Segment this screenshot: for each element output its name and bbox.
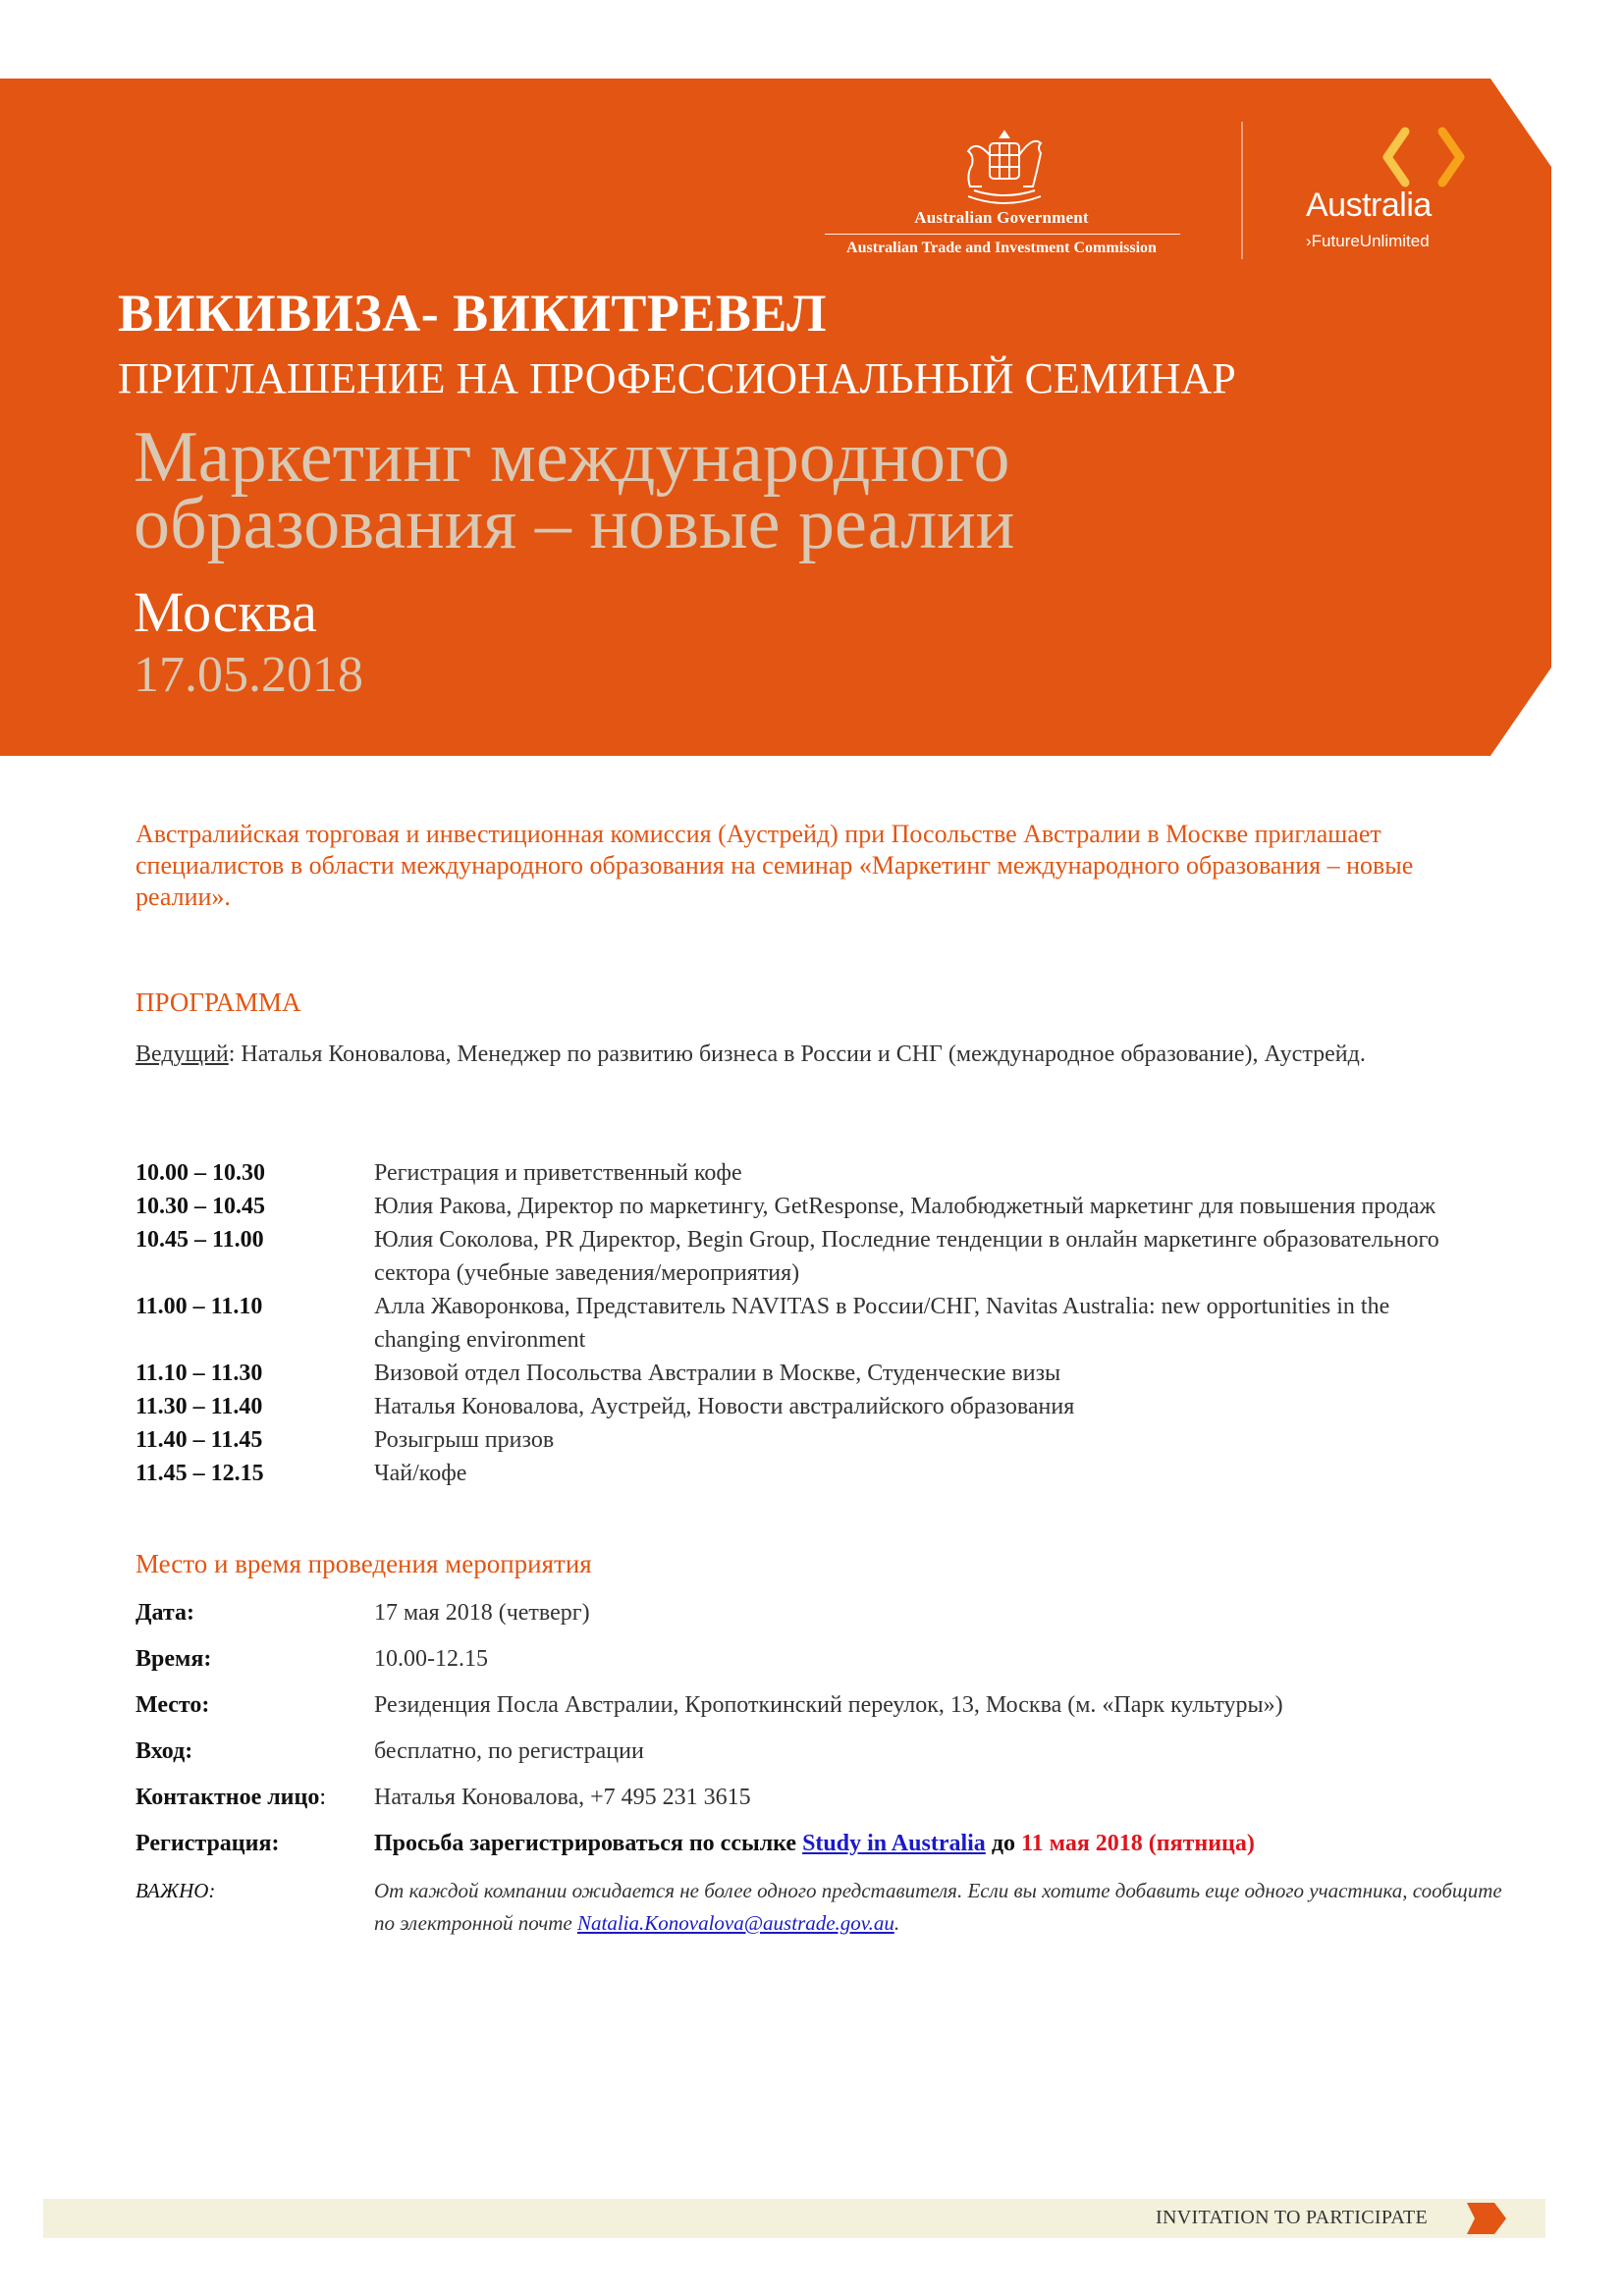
schedule-desc: Юлия Соколова, PR Директор, Begin Group, Последние тенденции в онлайн маркетинге образовательного сектора (учебные заведения/мероприятия)	[374, 1227, 1439, 1286]
brand-tagline	[1306, 232, 1430, 251]
gov-divider	[825, 234, 1180, 235]
contact-email-link[interactable]: Natalia.Konovalova@austrade.gov.au	[577, 1911, 894, 1935]
important-note	[374, 1875, 1510, 1940]
schedule-row	[135, 1457, 1471, 1490]
contact-label	[135, 1783, 374, 1829]
footer-label: INVITATION TO PARTICIPATE	[1156, 2207, 1428, 2228]
seminar-date: 17.05.2018	[134, 647, 363, 703]
page-subtitle: ПРИГЛАШЕНИЕ НА ПРОФЕССИОНАЛЬНЫЙ СЕМИНАР	[118, 354, 1236, 402]
important-label: ВАЖНО:	[135, 1879, 216, 1902]
study-in-australia-link[interactable]: Study in Australia	[802, 1831, 986, 1856]
registration-deadline: 11 мая 2018 (пятница)	[1020, 1831, 1255, 1856]
host-text: : Наталья Коновалова, Менеджер по развитию бизнеса в России и СНГ (международное образование), Аустрейд.	[228, 1041, 1366, 1067]
time-label: Время:	[135, 1646, 212, 1672]
schedule-desc: Алла Жаворонкова, Представитель NAVITAS в России/СНГ, Navitas Australia: new opportunities in the changing environment	[374, 1294, 1390, 1353]
registration-label: Регистрация:	[135, 1831, 280, 1856]
australia-brand-icon	[1370, 124, 1478, 192]
schedule-time: 11.00 – 11.10	[135, 1294, 263, 1319]
venue-row-date	[135, 1598, 1510, 1644]
brand-word: Australia	[1306, 187, 1432, 224]
brand-tag-text: FutureUnlimited	[1311, 232, 1430, 250]
logo-block	[815, 122, 1561, 264]
schedule-row	[135, 1190, 1471, 1223]
schedule-desc: Регистрация и приветственный кофе	[374, 1160, 742, 1186]
contact-colon: :	[319, 1785, 327, 1810]
registration-until: до	[985, 1831, 1021, 1856]
registration-value	[374, 1829, 1510, 1875]
footer-bar	[43, 2199, 1545, 2238]
venue-heading: Место и время проведения мероприятия	[135, 1549, 592, 1578]
schedule-time: 11.45 – 12.15	[135, 1461, 264, 1486]
program-heading: ПРОГРАММА	[135, 988, 301, 1017]
venue-row-important	[135, 1875, 1510, 1940]
entry-value: бесплатно, по регистрации	[374, 1738, 644, 1764]
time-value: 10.00-12.15	[374, 1646, 488, 1672]
important-text: От каждой компании ожидается не более одного представителя. Если вы хотите добавить еще одного участника, сообщите по электронной почте	[374, 1879, 1502, 1935]
coat-of-arms-icon	[950, 126, 1058, 206]
gov-name: Australian Government	[914, 208, 1089, 227]
schedule-desc: Юлия Ракова, Директор по маркетингу, GetResponse, Малобюджетный маркетинг для повышения продаж	[374, 1194, 1436, 1219]
seminar-city: Москва	[134, 580, 317, 644]
venue-row-registration	[135, 1829, 1510, 1875]
schedule-row	[135, 1390, 1471, 1423]
schedule-desc: Визовой отдел Посольства Австралии в Москве, Студенческие визы	[374, 1361, 1061, 1386]
schedule-time: 10.00 – 10.30	[135, 1160, 265, 1186]
registration-text: Просьба зарегистрироваться по ссылке	[374, 1831, 803, 1856]
schedule-time: 11.10 – 11.30	[135, 1361, 263, 1386]
schedule-time: 11.30 – 11.40	[135, 1394, 263, 1419]
venue-row-time	[135, 1644, 1510, 1690]
schedule-row	[135, 1357, 1471, 1390]
schedule-time: 10.45 – 11.00	[135, 1227, 264, 1253]
intro-paragraph: Австралийская торговая и инвестиционная комиссия (Аустрейд) при Посольстве Австралии в Москве приглашает специалистов в области международного образования на семинар «Маркетинг международного образования – новые реалии».	[135, 820, 1414, 911]
host-line	[135, 1039, 1412, 1070]
venue-row-place	[135, 1690, 1510, 1736]
date-label: Дата:	[135, 1600, 194, 1626]
seminar-topic	[134, 417, 1312, 564]
seminar-topic-line2: образования – новые реалии	[134, 484, 1015, 564]
schedule-row	[135, 1290, 1471, 1357]
schedule-desc: Розыгрыш призов	[374, 1427, 555, 1453]
page-title: ВИКИВИЗА- ВИКИТРЕВЕЛ	[118, 284, 827, 343]
schedule-row	[135, 1156, 1471, 1190]
schedule-row	[135, 1223, 1471, 1290]
schedule-time: 10.30 – 10.45	[135, 1194, 265, 1219]
important-end: .	[893, 1911, 900, 1935]
place-label: Место:	[135, 1692, 210, 1718]
footer-arrow-icon	[1467, 2203, 1506, 2234]
logo-divider	[1241, 122, 1243, 259]
venue-details	[135, 1598, 1510, 1940]
schedule-list	[135, 1156, 1471, 1490]
contact-label-text: Контактное лицо	[135, 1785, 320, 1810]
contact-value: Наталья Коновалова, +7 495 231 3615	[374, 1785, 751, 1810]
schedule-desc: Чай/кофе	[374, 1461, 467, 1486]
seminar-topic-line1: Маркетинг международного	[134, 417, 1010, 498]
host-label: Ведущий	[135, 1041, 229, 1067]
gov-agency: Australian Trade and Investment Commission	[846, 240, 1157, 256]
schedule-row	[135, 1423, 1471, 1457]
venue-row-entry	[135, 1736, 1510, 1783]
brand-tag-prefix: ›	[1306, 232, 1312, 250]
entry-label: Вход:	[135, 1738, 193, 1764]
schedule-time: 11.40 – 11.45	[135, 1427, 263, 1453]
schedule-desc: Наталья Коновалова, Аустрейд, Новости австралийского образования	[374, 1394, 1075, 1419]
date-value: 17 мая 2018 (четверг)	[374, 1600, 590, 1626]
place-value: Резиденция Посла Австралии, Кропоткинский переулок, 13, Москва (м. «Парк культуры»)	[374, 1692, 1283, 1718]
venue-row-contact	[135, 1783, 1510, 1829]
